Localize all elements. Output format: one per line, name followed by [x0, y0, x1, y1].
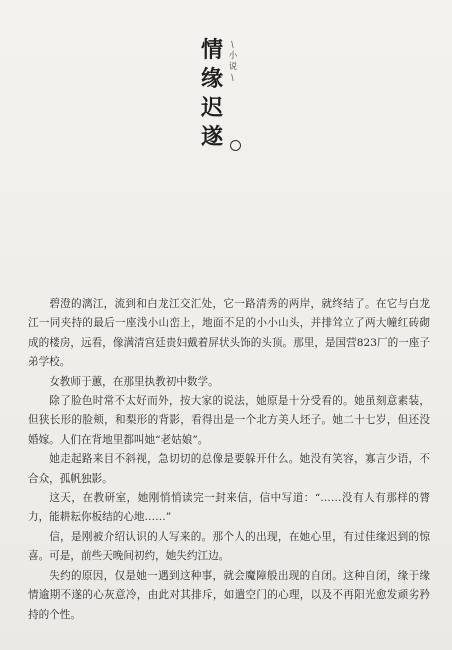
title-char: 缘 — [200, 66, 223, 92]
paragraph: 碧澄的漓江，流到和白龙江交汇处，它一路清秀的两岸，就终结了。在它与白龙江一同夹持的最后一座浅小山峦上，地面不足的小小山头，并排耸立了两大幢红砖砌成的楼房，远看，像满清宫廷贵妇戴着屏状头饰的头顶。那里，是国营823厂的一座子弟学校。 — [28, 298, 430, 369]
paragraph: 女教师于蕙，在那里执教初中数学。 — [49, 375, 219, 388]
story-title — [200, 36, 224, 152]
paragraph: 信，是刚被介绍认识的人写来的。那个人的出现，在她心里，有过佳缘迟到的惊喜。可是，前些天晚间初约，她失约江边。 — [28, 530, 430, 563]
title-end-circle-icon — [230, 140, 241, 151]
paragraph: 除了脸色时常不太好而外，按大家的说法，她原是十分受看的。她虽刻意素装，但狭长形的脸颊，和梨形的背影，看得出是一个北方美人坯子。她二十七岁，但还没婚嫁。人们在背地里都叫她“老姑娘”。 — [28, 395, 430, 446]
paragraph: 她走起路来目不斜视，急切切的总像是要躲开什么。她没有笑容，寡言少语，不合众，孤帆独影。 — [28, 453, 430, 485]
title-char: 遂 — [200, 124, 223, 150]
paragraph: 失约的原因，仅是她一遇到这种事，就会魔障般出现的自闭。这种自闭，缘于缘情逾期不遂的心灰意冷，由此对其排斥，如遣空门的心理，以及不再阳光愈发顽劣矜持的个性。 — [28, 569, 430, 621]
paragraph: 这天，在教研室，她刚悄悄读完一封来信，信中写道：“……没有人有那样的膂力，能耕耘你板结的心地……” — [28, 492, 430, 524]
title-char: 迟 — [200, 95, 223, 121]
genre-slash-close: / — [229, 73, 237, 84]
genre-char: 说 — [228, 62, 238, 72]
genre-label — [226, 40, 240, 84]
genre-slash-open: / — [229, 40, 237, 51]
story-body — [28, 295, 430, 625]
genre-char: 小 — [228, 51, 238, 61]
title-char: 情 — [200, 37, 223, 63]
